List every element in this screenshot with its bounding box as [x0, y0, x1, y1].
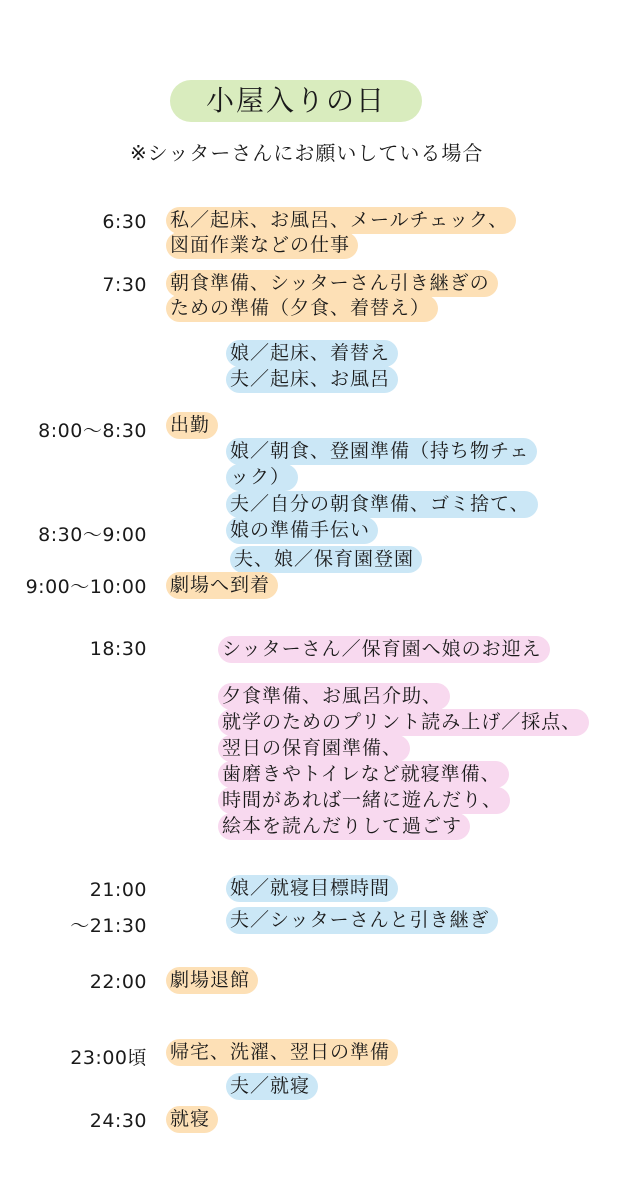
schedule-line-sitter: 就学のためのプリント読み上げ／採点、: [218, 709, 589, 736]
schedule-line-family: 娘／就寝目標時間: [226, 875, 398, 902]
schedule-line-family: 娘／朝食、登園準備（持ち物チェ: [226, 438, 537, 465]
time-label: 18:30: [89, 638, 147, 660]
page-title: 小屋入りの日: [170, 80, 422, 122]
schedule-line-family: 夫／シッターさんと引き継ぎ: [226, 907, 498, 934]
schedule-line-me: 就寝: [166, 1106, 218, 1133]
schedule-line-family: 夫／自分の朝食準備、ゴミ捨て、: [226, 491, 538, 518]
schedule-line-sitter: シッターさん／保育園へ娘のお迎え: [218, 636, 550, 663]
schedule-line-sitter: 時間があれば一緒に遊んだり、: [218, 787, 510, 814]
schedule-line-me: 帰宅、洗濯、翌日の準備: [166, 1039, 398, 1066]
time-label: 8:00〜8:30: [38, 420, 147, 442]
schedule-line-family: 娘／起床、着替え: [226, 340, 398, 367]
schedule-line-me: 劇場退館: [166, 967, 258, 994]
schedule-line-me: 出勤: [166, 412, 218, 439]
schedule-line-family: 夫、娘／保育園登園: [230, 546, 422, 573]
schedule-line-me: 図面作業などの仕事: [166, 232, 358, 259]
time-label: 〜21:30: [70, 915, 147, 937]
schedule-line-me: 劇場へ到着: [166, 572, 278, 599]
schedule-line-me: 私／起床、お風呂、メールチェック、: [166, 207, 516, 234]
schedule-line-sitter: 歯磨きやトイレなど就寝準備、: [218, 761, 509, 788]
schedule-line-sitter: 夕食準備、お風呂介助、: [218, 683, 450, 710]
time-label: 22:00: [89, 971, 147, 993]
time-label: 7:30: [102, 274, 147, 296]
schedule-line-family: 娘の準備手伝い: [226, 517, 378, 544]
schedule-line-family: ック）: [226, 464, 298, 491]
time-label: 21:00: [89, 879, 147, 901]
schedule-line-me: ための準備（夕食、着替え）: [166, 295, 438, 322]
time-label: 6:30: [102, 211, 147, 233]
schedule-line-family: 夫／就寝: [226, 1073, 318, 1100]
schedule-line-sitter: 絵本を読んだりして過ごす: [218, 813, 470, 840]
schedule-line-sitter: 翌日の保育園準備、: [218, 735, 410, 762]
schedule-line-me: 朝食準備、シッターさん引き継ぎの: [166, 270, 498, 297]
schedule-line-family: 夫／起床、お風呂: [226, 366, 398, 393]
page-subtitle: ※シッターさんにお願いしている場合: [130, 141, 484, 165]
time-label: 23:00頃: [70, 1047, 147, 1069]
time-label: 8:30〜9:00: [38, 524, 147, 546]
time-label: 24:30: [89, 1110, 147, 1132]
time-label: 9:00〜10:00: [25, 576, 147, 598]
